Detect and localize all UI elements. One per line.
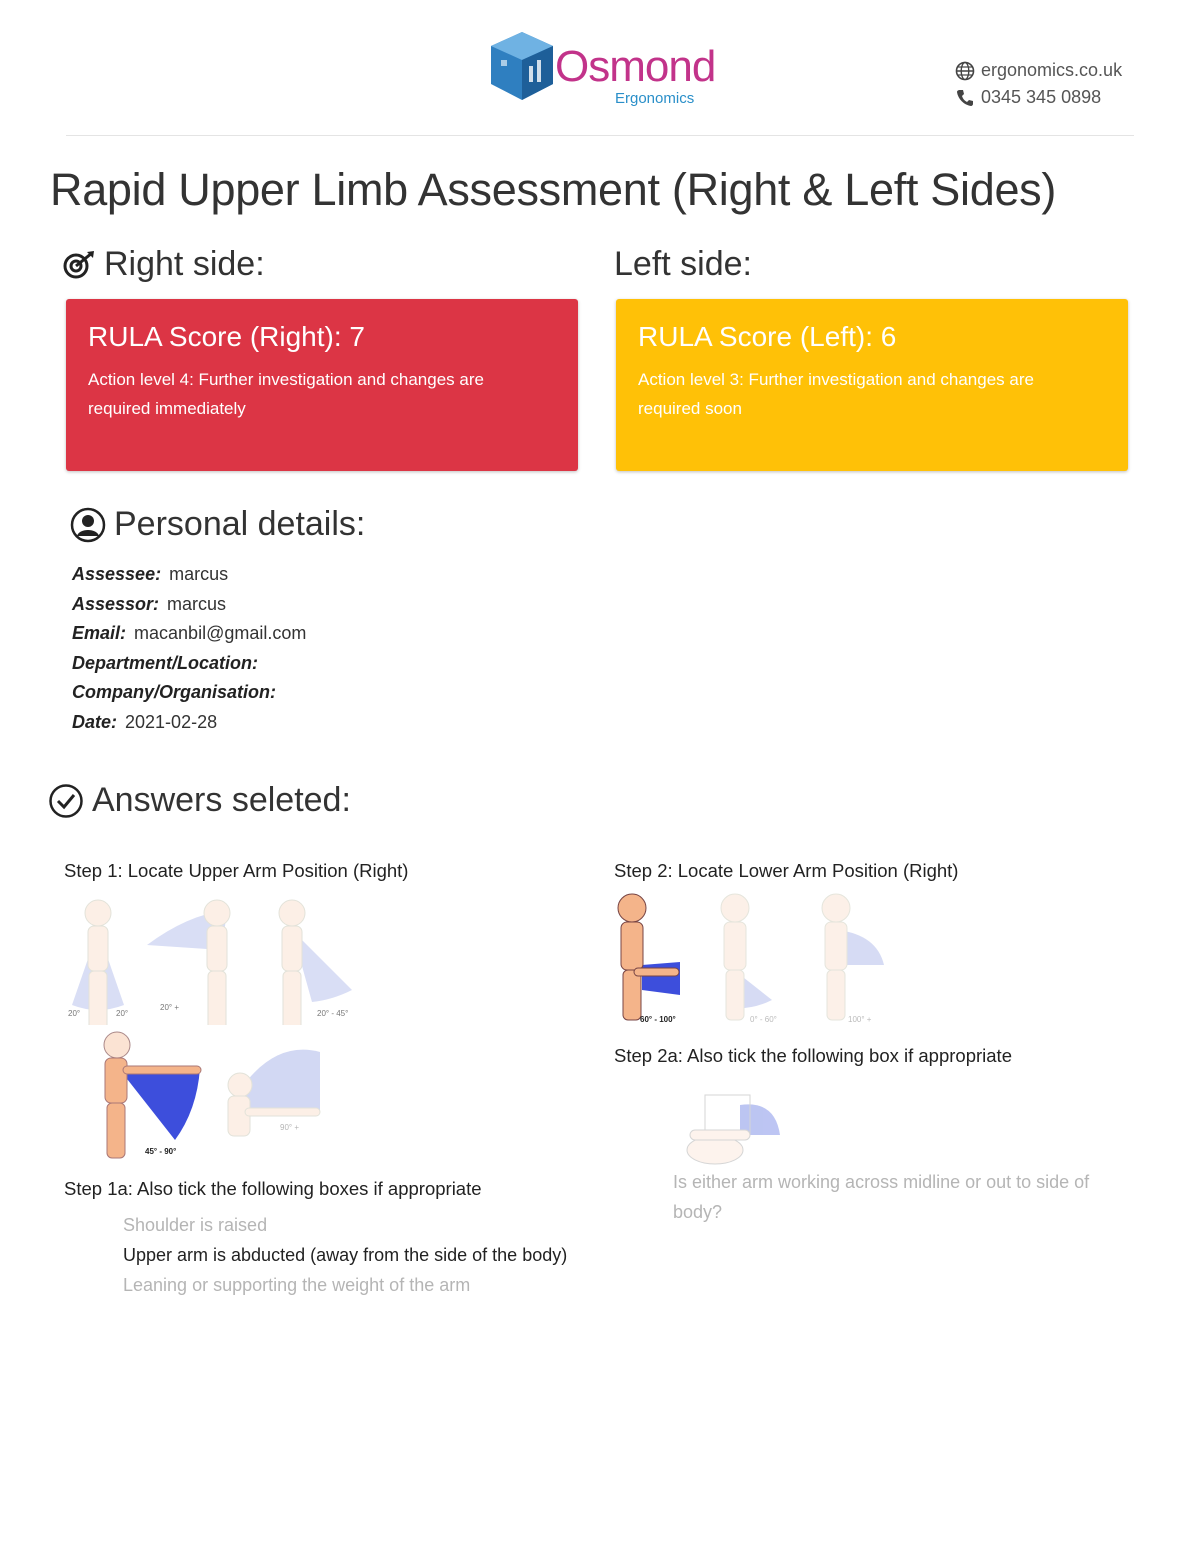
lower-angle-label-2: 0° - 60° bbox=[750, 1015, 777, 1024]
left-side-heading bbox=[614, 245, 752, 284]
phone-icon bbox=[955, 88, 975, 108]
step1-heading: Step 1: Locate Upper Arm Position (Right) bbox=[64, 860, 409, 881]
step2a-option bbox=[673, 1167, 1089, 1227]
target-arrow-icon bbox=[62, 250, 96, 280]
date-value: 2021-02-28 bbox=[125, 711, 218, 732]
website-link[interactable]: ergonomics.co.uk bbox=[981, 60, 1123, 80]
angle-label-3: 20° + bbox=[160, 1003, 179, 1012]
date-label: Date: bbox=[72, 711, 118, 732]
phone-number[interactable]: 0345 345 0898 bbox=[981, 87, 1102, 107]
assessee-value: marcus bbox=[169, 564, 229, 584]
lower-angle-label-3: 100° + bbox=[848, 1015, 872, 1024]
rula-score-left-card bbox=[616, 299, 1128, 471]
email-label: Email: bbox=[72, 623, 127, 643]
step1a-heading: Step 1a: Also tick the following boxes if appropriate bbox=[64, 1178, 482, 1199]
personal-details-heading bbox=[70, 505, 365, 544]
angle-label-6: 90° + bbox=[280, 1123, 299, 1132]
angle-label-2: 20° bbox=[116, 1009, 129, 1018]
upper-arm-position-diagrams bbox=[62, 890, 362, 1025]
assessor-value: marcus bbox=[167, 593, 227, 614]
email-value: macanbil@gmail.com bbox=[134, 623, 307, 643]
action-level-right-line2: required immediately bbox=[88, 399, 246, 418]
assessor-label: Assessor: bbox=[72, 593, 160, 614]
step2-heading: Step 2: Locate Lower Arm Position (Right) bbox=[614, 860, 959, 881]
assessee-label: Assessee: bbox=[72, 564, 162, 584]
personal-details-label: Personal details: bbox=[114, 505, 366, 543]
option-across-midline-line1: Is either arm working across midline or out to side of bbox=[673, 1172, 1090, 1192]
lower-angle-label-1: 60° - 100° bbox=[640, 1015, 676, 1024]
contact-block bbox=[955, 57, 1122, 111]
answers-label: Answers seleted: bbox=[92, 781, 351, 819]
department-label: Department/Location: bbox=[72, 652, 259, 673]
left-side-label: Left side: bbox=[614, 245, 752, 283]
rula-score-right-card bbox=[66, 299, 578, 471]
globe-icon bbox=[955, 61, 975, 81]
check-circle-icon bbox=[48, 783, 84, 819]
upper-arm-selected-diagrams bbox=[95, 1030, 335, 1160]
brand-sub: Ergonomics bbox=[615, 90, 695, 107]
angle-label-4: 20° - 45° bbox=[317, 1009, 349, 1018]
action-level-left-line1: Action level 3: Further investigation and changes are bbox=[638, 370, 1034, 389]
osmond-logo-icon bbox=[487, 30, 557, 105]
company-label: Company/Organisation: bbox=[72, 682, 277, 702]
user-circle-icon bbox=[70, 507, 106, 543]
midline-arm-diagram bbox=[685, 1090, 785, 1168]
option-across-midline-line2: body? bbox=[673, 1202, 723, 1222]
rula-score-right: RULA Score (Right): 7 bbox=[88, 321, 365, 352]
answers-heading bbox=[48, 781, 351, 820]
brand-name: Osmond bbox=[555, 42, 716, 91]
right-side-label: Right side: bbox=[104, 245, 265, 283]
personal-details-list bbox=[72, 560, 306, 737]
option-leaning-supporting: Leaning or supporting the weight of the arm bbox=[123, 1275, 471, 1295]
page-title: Rapid Upper Limb Assessment (Right & Left Sides) bbox=[50, 164, 1057, 215]
header-divider bbox=[66, 135, 1134, 136]
right-side-heading bbox=[62, 245, 265, 284]
angle-label-1: 20° bbox=[68, 1009, 81, 1018]
option-upper-arm-abducted: Upper arm is abducted (away from the side of the body) bbox=[123, 1245, 568, 1265]
lower-arm-position-diagrams bbox=[612, 890, 892, 1030]
action-level-left-line2: required soon bbox=[638, 399, 742, 418]
step2a-heading: Step 2a: Also tick the following box if appropriate bbox=[614, 1045, 1012, 1066]
action-level-right-line1: Action level 4: Further investigation and changes are bbox=[88, 370, 484, 389]
option-shoulder-raised: Shoulder is raised bbox=[123, 1215, 268, 1235]
rula-score-left: RULA Score (Left): 6 bbox=[638, 321, 897, 352]
step1a-options bbox=[123, 1210, 567, 1300]
angle-label-5: 45° - 90° bbox=[145, 1147, 177, 1156]
